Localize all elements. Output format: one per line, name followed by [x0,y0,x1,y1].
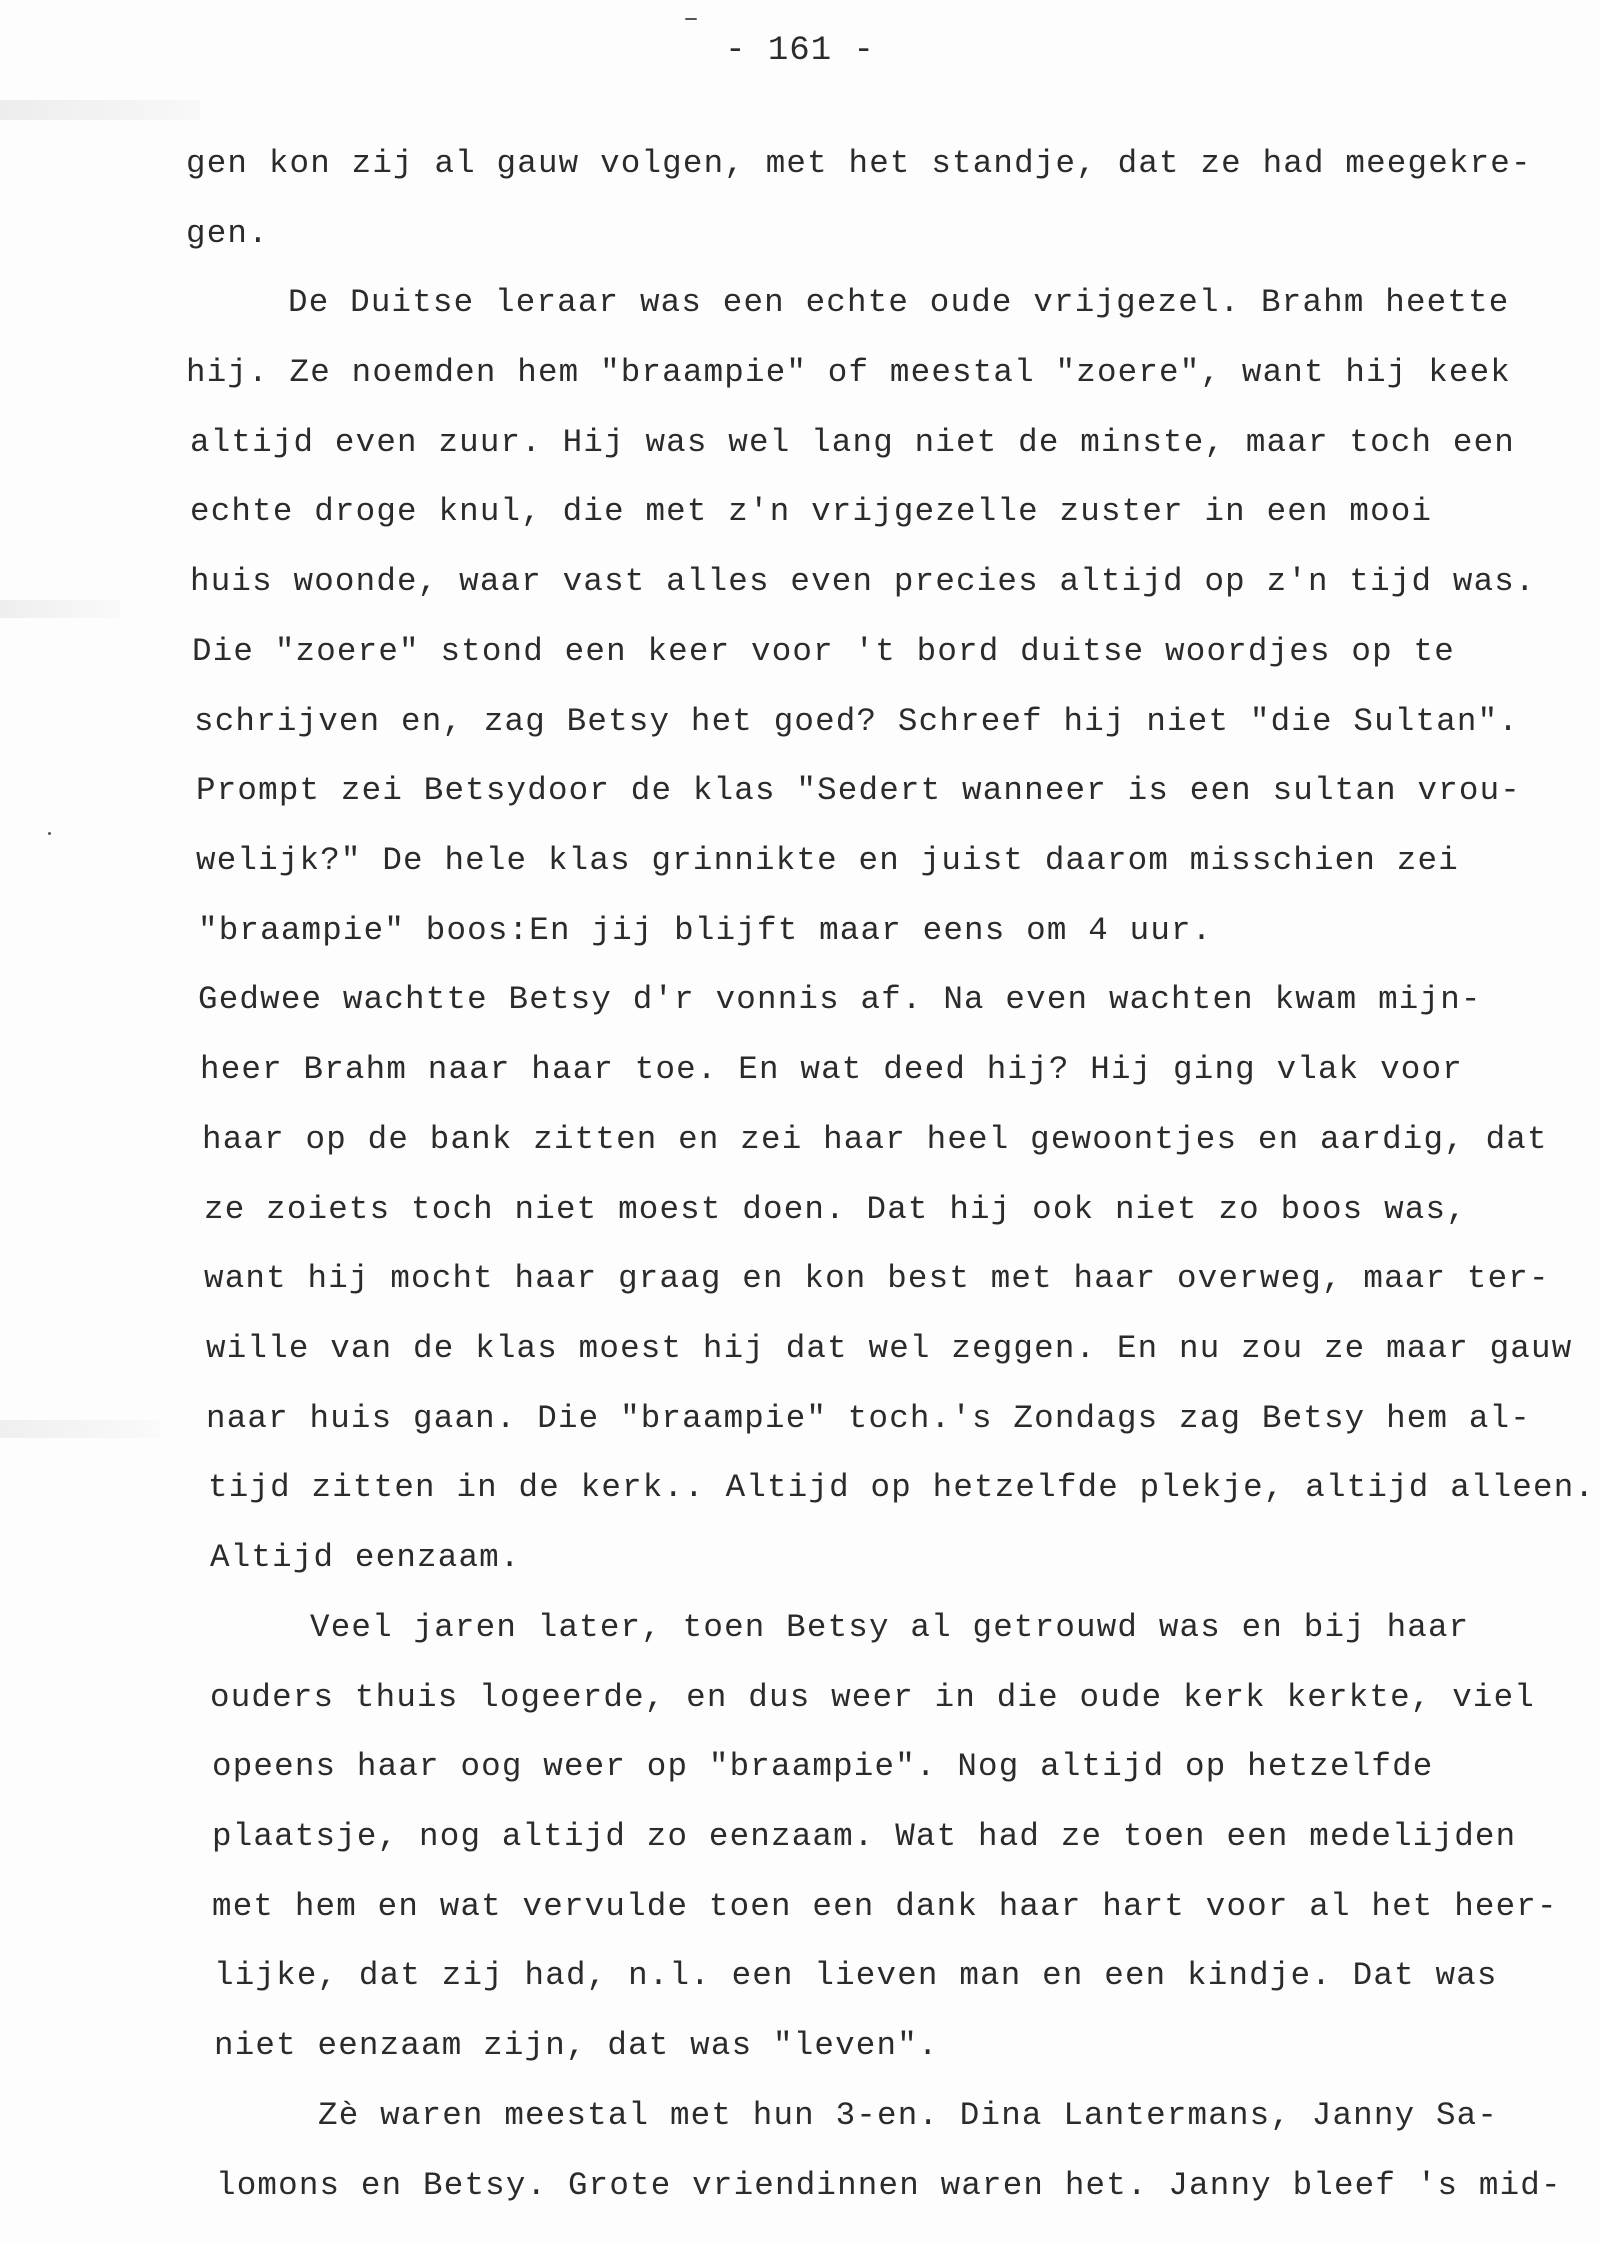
text-line: plaatsje, nog altijd zo eenzaam. Wat had ze toen een medelijden [212,1818,1517,1855]
text-line: ouders thuis logeerde, en dus weer in die oude kerk kerkte, viel [210,1679,1536,1716]
text-line: Prompt zei Betsydoor de klas "Sedert wanneer is een sultan vrou- [196,772,1522,809]
text-line: De Duitse leraar was een echte oude vrijgezel. Brahm heette [288,284,1510,321]
text-line: met hem en wat vervulde toen een dank haar hart voor al het heer- [212,1888,1558,1925]
text-line: heer Brahm naar haar toe. En wat deed hij? Hij ging vlak voor [200,1051,1463,1088]
text-line: niet eenzaam zijn, dat was "leven". [214,2027,939,2064]
text-line: altijd even zuur. Hij was wel lang niet de minste, maar toch een [190,424,1516,461]
text-line: want hij mocht haar graag en kon best met haar overweg, maar ter- [204,1260,1550,1297]
text-line: Veel jaren later, toen Betsy al getrouwd was en bij haar [310,1609,1470,1646]
text-line: hij. Ze noemden hem "braampie" of meestal "zoere", want hij keek [186,354,1512,391]
bleed-through-shadow [0,600,120,618]
text-line: tijd zitten in de kerk.. Altijd op hetzelfde plekje, altijd alleen. [208,1469,1596,1506]
bleed-through-shadow [0,1420,160,1438]
text-line: gen. [186,215,269,252]
text-line: Gedwee wachtte Betsy d'r vonnis af. Na even wachten kwam mijn- [198,981,1482,1018]
bleed-through-shadow [0,100,200,120]
text-line: naar huis gaan. Die "braampie" toch.'s Zondags zag Betsy hem al- [206,1400,1532,1437]
text-line: gen kon zij al gauw volgen, met het standje, dat ze had meegekre- [186,145,1532,182]
text-line: haar op de bank zitten en zei haar heel gewoontjes en aardig, dat [202,1121,1548,1158]
text-line: lomons en Betsy. Grote vriendinnen waren het. Janny bleef 's mid- [216,2167,1562,2204]
text-line: lijke, dat zij had, n.l. een lieven man en een kindje. Dat was [214,1957,1498,1994]
page-number: - 161 - [725,32,875,70]
text-line: Altijd eenzaam. [210,1539,521,1576]
text-line: ze zoiets toch niet moest doen. Dat hij ook niet zo boos was, [204,1191,1467,1228]
text-line: Die "zoere" stond een keer voor 't bord duitse woordjes op te [192,633,1455,670]
ink-speck [48,832,51,835]
text-line: "braampie" boos:En jij blijft maar eens om 4 uur. [198,912,1213,949]
text-line: huis woonde, waar vast alles even precies altijd op z'n tijd was. [190,563,1536,600]
text-line: opeens haar oog weer op "braampie". Nog altijd op hetzelfde [212,1748,1434,1785]
text-line: welijk?" De hele klas grinnikte en juist daarom misschien zei [196,842,1459,879]
text-line: Zè waren meestal met hun 3-en. Dina Lantermans, Janny Sa- [318,2097,1499,2134]
text-line: schrijven en, zag Betsy het goed? Schreef hij niet "die Sultan". [194,703,1520,740]
ink-speck [685,18,697,20]
text-line: wille van de klas moest hij dat wel zeggen. En nu zou ze maar gauw [206,1330,1573,1367]
text-line: echte droge knul, die met z'n vrijgezelle zuster in een mooi [190,493,1433,530]
